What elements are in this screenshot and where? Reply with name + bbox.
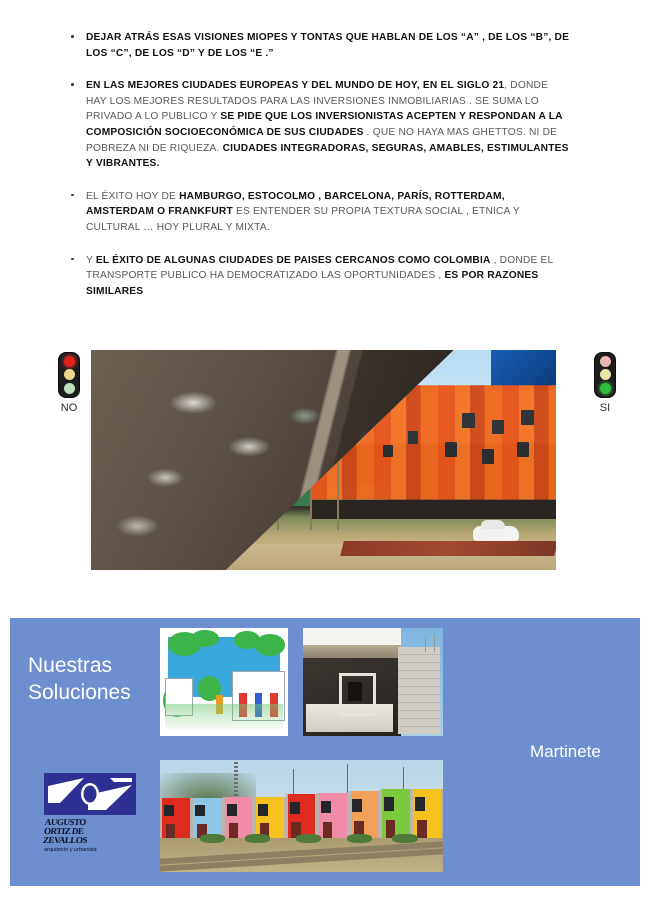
bullet-exito-seg3: ES ENTENDER SU PROPIA TEXTURA SOCIAL , ETNICA Y CULTURAL … HOY PLURAL Y MIXTA. xyxy=(86,206,520,233)
bullet-ciudades-seg1: EN LAS MEJORES CIUDADES EUROPEAS Y DEL MUNDO DE HOY, EN EL SIGLO 21 xyxy=(86,80,505,92)
signal-no xyxy=(42,352,96,414)
lamp-amber xyxy=(600,369,611,380)
split-comparison-photo xyxy=(91,350,556,570)
signal-no-label: NO xyxy=(60,402,78,414)
blue-sign-decor xyxy=(491,350,556,390)
traffic-light-icon xyxy=(594,352,616,398)
bullet-dot-icon xyxy=(71,83,74,86)
hedge-decor xyxy=(340,541,556,556)
bullet-visiones-text: DEJAR ATRÁS ESAS VISIONES MIOPES Y TONTAS QUE HABLAN DE LOS “A” , DE LOS “B”, DE LOS “C”, DE LOS “D” Y DE LOS “E .” xyxy=(86,32,570,59)
bullet-dot-icon xyxy=(71,194,74,197)
brand-subtitle: arquitecto y urbanista xyxy=(43,847,98,853)
bullet-ciudades-seg3: SE PIDE QUE LOS INVERSIONISTAS ACEPTEN Y RESPONDAN A LA COMPOSICIÓN SOCIOECONÓMICA DE SUS CIUDADES xyxy=(86,111,563,138)
project-label: Martinete xyxy=(530,742,601,761)
panel-title-line2: Soluciones xyxy=(28,681,131,704)
brand-name-line2: ORTIZ DE xyxy=(43,826,85,836)
brand-name xyxy=(43,818,138,845)
car-decor xyxy=(473,526,519,541)
lamp-green xyxy=(64,383,75,394)
bullet-ciudades-seg5: CIUDADES INTEGRADORAS, SEGURAS, AMABLES, ESTIMULANTES Y VIBRANTES. xyxy=(86,142,569,170)
bullet-exito-seg1: EL ÉXITO HOY DE xyxy=(86,190,180,202)
lamp-red xyxy=(64,356,75,367)
signal-si xyxy=(578,352,632,414)
bullet-ciudades-seg4: . QUE NO HAYA MAS GHETTOS. NI DE POBREZA NI DE RIQUEZA. xyxy=(86,126,558,154)
brand-name-line1: AUGUSTO xyxy=(44,817,87,827)
thumb-construction xyxy=(303,628,443,736)
bullet-dot-icon xyxy=(71,35,74,38)
panel-title-line1: Nuestras xyxy=(28,654,113,677)
building-base-decor xyxy=(310,500,556,520)
bullet-colombia-seg3: , DONDE EL TRANSPORTE PUBLICO HA DEMOCRATIZADO LAS OPORTUNIDADES , xyxy=(86,254,554,282)
traffic-light-icon xyxy=(58,352,80,398)
bullet-ciudades-seg2: , DONDE HAY LOS MEJORES RESULTADOS PARA LAS INVERSIONES INMOBILIARIAS . SE SUMA LO PRIVADO A LO PUBLICO Y xyxy=(86,80,549,123)
lamp-amber xyxy=(64,369,75,380)
thumb-sketch xyxy=(160,628,288,736)
bullet-colombia xyxy=(70,253,570,300)
thumb-houses xyxy=(160,760,443,872)
bullet-exito-hoy xyxy=(70,189,570,236)
bullet-ciudades-europeas xyxy=(70,78,570,172)
brand-mark-icon xyxy=(44,773,136,815)
lamp-red xyxy=(600,356,611,367)
brand-logo xyxy=(44,773,136,853)
bullet-list xyxy=(70,30,570,316)
bullet-colombia-seg4: ES POR RAZONES SIMILARES xyxy=(86,270,539,297)
bullet-colombia-seg1: Y xyxy=(86,254,96,266)
bullet-dot-icon xyxy=(71,258,74,261)
bullet-visiones xyxy=(70,30,570,61)
bullet-exito-seg2: HAMBURGO, ESTOCOLMO , BARCELONA, PARÍS, ROTTERDAM, AMSTERDAM O FRANKFURT xyxy=(86,190,505,218)
signal-si-label: SI xyxy=(599,402,611,414)
lamp-green xyxy=(600,383,611,394)
brand-name-line3: ZEVALLOS xyxy=(42,835,88,845)
brand-glyph-icon xyxy=(44,773,136,815)
panel-title xyxy=(28,652,178,706)
bullet-colombia-seg2: EL ÉXITO DE ALGUNAS CIUDADES DE PAISES CERCANOS COMO COLOMBIA xyxy=(95,254,491,266)
